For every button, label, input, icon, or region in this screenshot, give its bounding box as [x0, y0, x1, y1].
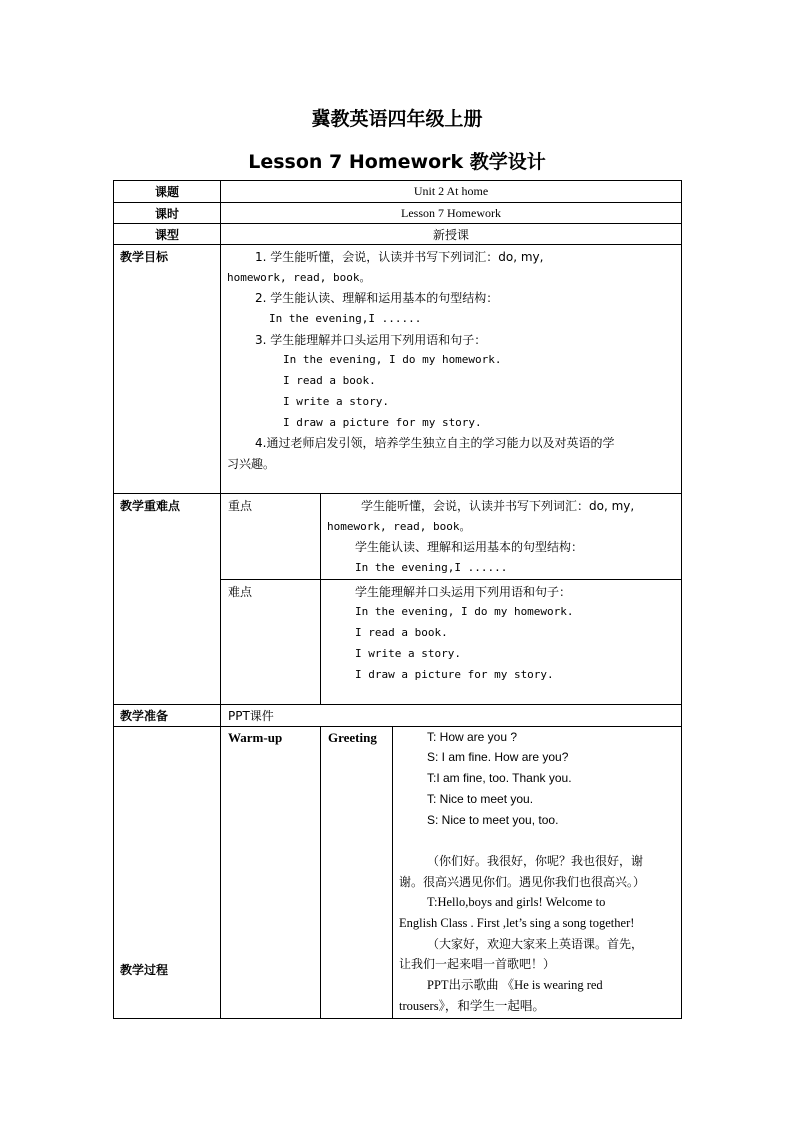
period-value: Lesson 7 Homework [221, 203, 682, 224]
translation-line: 让我们一起来唱一首歌吧！） [399, 957, 556, 972]
objective-line: 习兴趣。 [227, 456, 276, 471]
objective-line: I write a story. [283, 394, 389, 408]
dialogue-line: S: Nice to meet you, too. [427, 812, 559, 827]
important-line: homework, read, book。 [327, 519, 471, 533]
difficult-line: I write a story. [355, 646, 461, 660]
document-subtitle: Lesson 7 Homework 教学设计 [248, 151, 546, 173]
translation-line: （大家好，欢迎大家来上英语课。首先， [427, 936, 644, 951]
objective-line: 2. 学生能认读、理解和运用基本的句型结构： [255, 291, 499, 306]
difficult-line: 学生能理解并口头运用下列用语和句子： [355, 584, 572, 599]
process-stage: Warm-up [221, 726, 321, 1018]
preparation-row [114, 704, 682, 726]
topic-value: Unit 2 At home [221, 181, 682, 203]
type-value: 新授课 [221, 224, 682, 245]
document-title: 冀教英语四年级上册 [311, 108, 483, 130]
important-line: 学生能认读、理解和运用基本的句型结构： [355, 540, 584, 555]
preparation-label: 教学准备 [114, 704, 221, 726]
important-label: 重点 [221, 494, 321, 580]
blank-line [399, 830, 677, 851]
objective-line: 4.通过老师启发引领，培养学生独立自主的学习能力以及对英语的学 [255, 436, 615, 451]
topic-label: 课题 [114, 181, 221, 203]
dialogue-line: English Class . First ,let’s sing a song together! [399, 915, 635, 930]
objective-line: In the evening,I ...... [269, 312, 422, 326]
type-row [114, 224, 682, 245]
difficult-content [321, 579, 682, 704]
important-line: In the evening,I ...... [355, 561, 508, 575]
dialogue-line: T:Hello,boys and girls! Welcome to [427, 895, 606, 910]
period-label: 课时 [114, 203, 221, 224]
preparation-value: PPT课件 [221, 704, 682, 726]
translation-line: （你们好。我很好，你呢？我也很好，谢 [427, 853, 644, 868]
dialogue-line: T: How are you ? [427, 729, 518, 744]
difficult-line: In the evening, I do my homework. [355, 605, 574, 619]
objective-line: 3. 学生能理解并口头运用下列用语和句子： [255, 332, 487, 347]
translation-line: 谢。很高兴遇见你们。遇见你我们也很高兴。） [399, 874, 646, 889]
objective-line: In the evening, I do my homework. [283, 353, 502, 367]
keypoints-label: 教学重难点 [114, 494, 221, 705]
process-content [393, 726, 682, 1018]
period-row [114, 203, 682, 224]
process-label: 教学过程 [114, 726, 221, 1018]
dialogue-line: T: Nice to meet you. [427, 791, 534, 806]
important-line: 学生能听懂，会说，认读并书写下列词汇：do, my, [361, 499, 635, 513]
objective-line: 1. 学生能听懂，会说，认读并书写下列词汇：do, my, [255, 250, 544, 264]
topic-row [114, 181, 682, 203]
difficult-label: 难点 [221, 579, 321, 704]
dialogue-line: T:I am fine, too. Thank you. [427, 771, 572, 786]
important-row [114, 494, 682, 580]
objective-line: homework, read, book。 [227, 270, 371, 284]
important-content [321, 494, 682, 580]
objective-line: I draw a picture for my story. [283, 415, 482, 429]
objectives-row [114, 245, 682, 494]
objectives-label: 教学目标 [114, 245, 221, 494]
objective-line: I read a book. [283, 374, 376, 388]
instruction-line: trousers》，和学生一起唱。 [399, 998, 545, 1013]
difficult-line: I draw a picture for my story. [355, 667, 554, 681]
process-row [114, 726, 682, 1018]
objectives-content [221, 245, 682, 494]
type-label: 课型 [114, 224, 221, 245]
instruction-line: PPT出示歌曲 《He is wearing red [427, 978, 603, 992]
process-step: Greeting [321, 726, 393, 1018]
difficult-line: I read a book. [355, 626, 448, 640]
dialogue-line: S: I am fine. How are you? [427, 750, 569, 765]
lesson-plan-table [113, 180, 682, 1019]
